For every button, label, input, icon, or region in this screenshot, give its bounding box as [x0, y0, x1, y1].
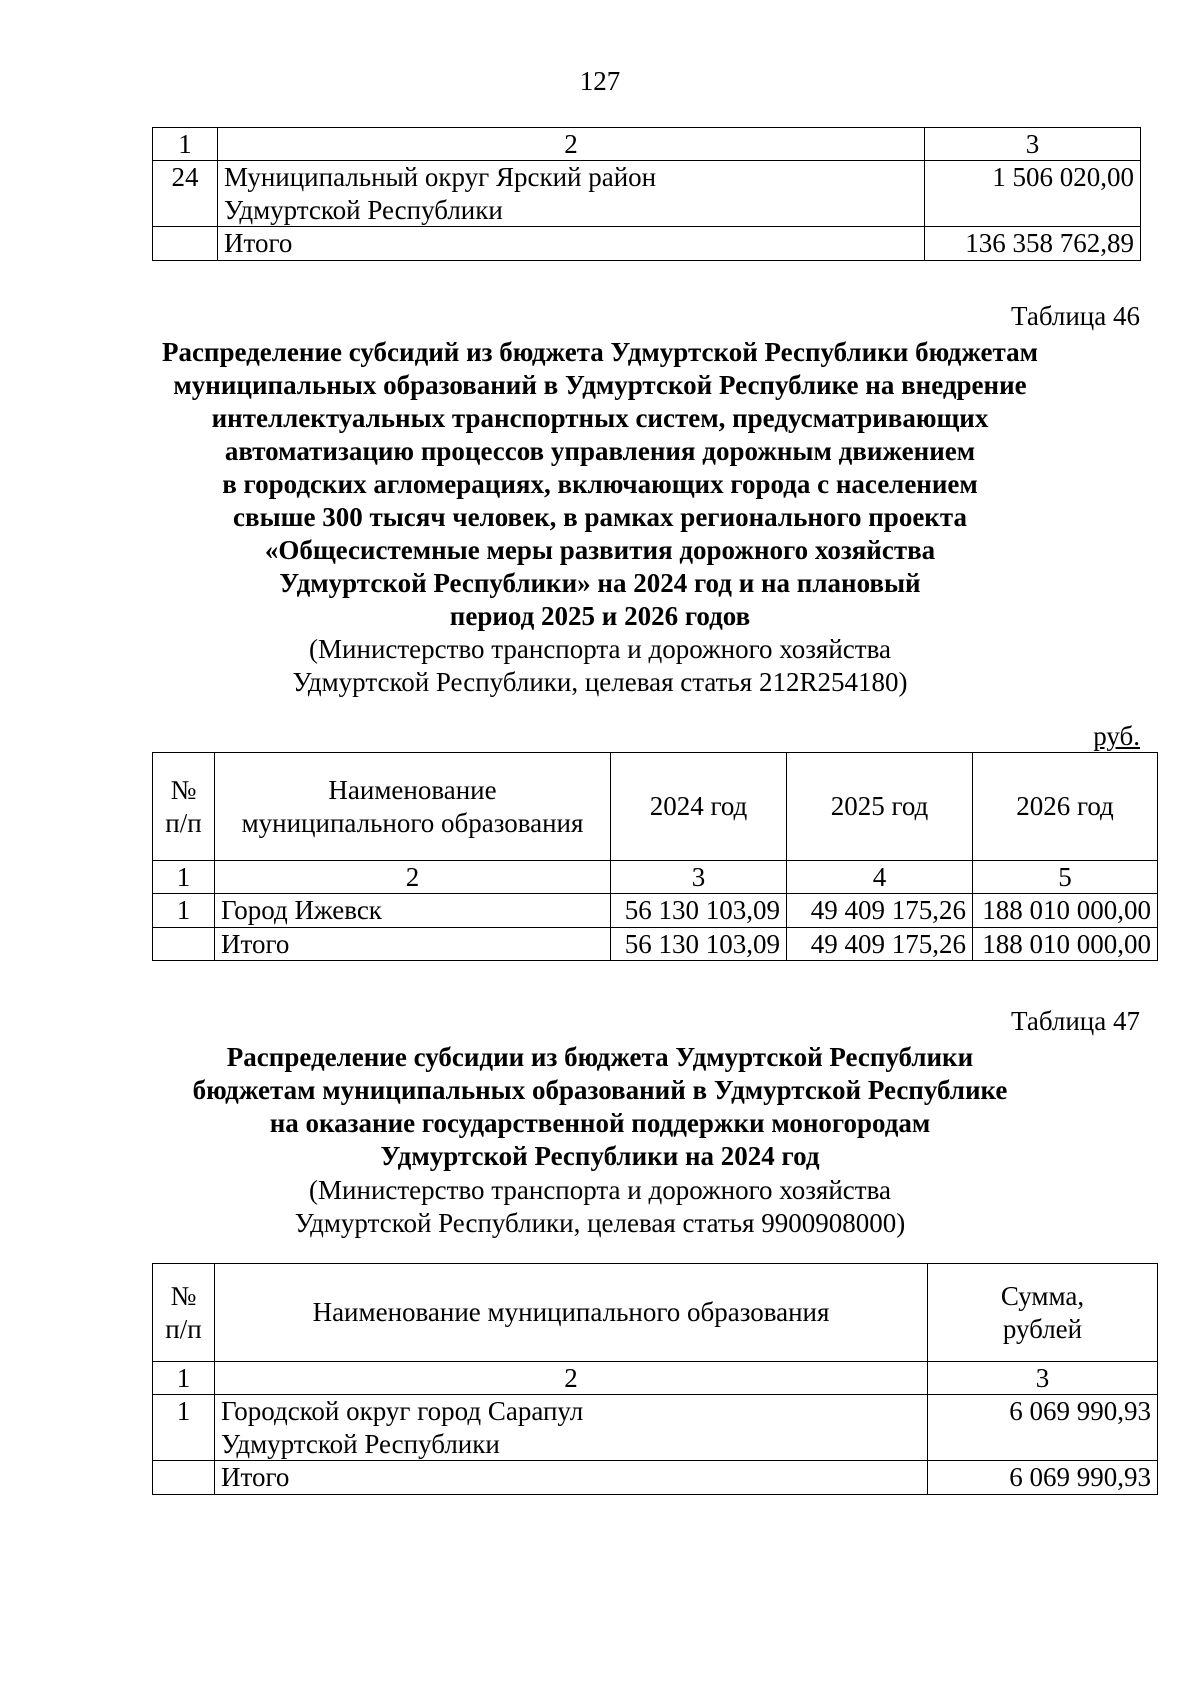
- total-label: Итого: [215, 1461, 928, 1494]
- total-2024: 56 130 103,09: [611, 927, 787, 960]
- col-header-amount: Сумма, рублей: [928, 1264, 1158, 1362]
- total-label: Итого: [218, 227, 925, 260]
- table-header-row: [153, 753, 1158, 861]
- col-number-cell: 3: [925, 128, 1141, 161]
- table-46-title: Распределение субсидий из бюджета Удмуртской Республики бюджетам муниципальных образований в Удмуртской Республике на внедрение интеллектуальных транспортных систем, предусматривающих автоматизацию процессов управления дорожным движением в городских агломерациях, включающих города с населением свыше 300 тысяч человек, в рамках регионального проекта «Общесистемные меры развития дорожного хозяйства Удмуртской Республики» на 2024 год и на плановый период 2025 и 2026 годов: [161, 337, 1039, 631]
- table-47: [152, 1263, 1158, 1495]
- col-header-number: № п/п: [153, 753, 215, 861]
- table-row: [153, 894, 1158, 927]
- col-header-name: Наименование муниципального образования: [215, 1264, 928, 1362]
- table-47-note: (Министерство транспорта и дорожного хозяйства Удмуртской Республики, целевая статья 9900908000): [294, 1175, 906, 1238]
- total-row: [153, 927, 1158, 960]
- col-header-2026: 2026 год: [973, 753, 1158, 861]
- total-amount: 6 069 990,93: [928, 1461, 1158, 1494]
- col-header-name: Наименование муниципального образования: [215, 753, 611, 861]
- col-header-2025: 2025 год: [787, 753, 973, 861]
- col-header-number: № п/п: [153, 1264, 215, 1362]
- amount-cell: 6 069 990,93: [928, 1395, 1158, 1461]
- total-row: [153, 227, 1141, 260]
- amount-cell: 1 506 020,00: [925, 161, 1141, 227]
- table-46: [152, 752, 1158, 961]
- empty-cell: [153, 227, 218, 260]
- col-number-cell: 3: [928, 1362, 1158, 1395]
- col-number-cell: 1: [153, 1362, 215, 1395]
- table-header-row: [153, 1264, 1158, 1362]
- col-number-cell: 2: [215, 861, 611, 894]
- table-46-note: (Министерство транспорта и дорожного хозяйства Удмуртской Республики, целевая статья 212R254180): [292, 634, 908, 697]
- municipality-name: Город Ижевск: [215, 894, 611, 927]
- empty-cell: [153, 1461, 215, 1494]
- amount-2024: 56 130 103,09: [611, 894, 787, 927]
- table-row: [153, 161, 1141, 227]
- row-number: 1: [153, 894, 215, 927]
- col-number-cell: 1: [153, 128, 218, 161]
- total-row: [153, 1461, 1158, 1494]
- col-number-cell: 1: [153, 861, 215, 894]
- total-2026: 188 010 000,00: [973, 927, 1158, 960]
- table-47-title: Распределение субсидии из бюджета Удмуртской Республики бюджетам муниципальных образований в Удмуртской Республике на оказание государственной поддержки моногородам Удмуртской Республики на 2024 год: [192, 1042, 1008, 1171]
- col-number-cell: 2: [218, 128, 925, 161]
- amount-2026: 188 010 000,00: [973, 894, 1158, 927]
- column-number-row: [153, 1362, 1158, 1395]
- amount-2025: 49 409 175,26: [787, 894, 973, 927]
- currency-unit: руб.: [1093, 721, 1140, 751]
- column-number-row: [153, 861, 1158, 894]
- table-row: [153, 1395, 1158, 1461]
- col-number-cell: 2: [215, 1362, 928, 1395]
- col-number-cell: 5: [973, 861, 1158, 894]
- col-header-2024: 2024 год: [611, 753, 787, 861]
- col-number-cell: 3: [611, 861, 787, 894]
- empty-cell: [153, 927, 215, 960]
- table-45-continuation: [152, 127, 1141, 261]
- total-label: Итого: [215, 927, 611, 960]
- row-number: 1: [153, 1395, 215, 1461]
- table-header-row: [153, 128, 1141, 161]
- row-number: 24: [153, 161, 218, 227]
- page-number: 127: [579, 66, 621, 96]
- total-2025: 49 409 175,26: [787, 927, 973, 960]
- table-46-caption: Таблица 46: [1011, 301, 1140, 331]
- municipality-name: Городской округ город Сарапул Удмуртской Республики: [215, 1395, 928, 1461]
- total-amount: 136 358 762,89: [925, 227, 1141, 260]
- col-number-cell: 4: [787, 861, 973, 894]
- municipality-name: Муниципальный округ Ярский район Удмуртской Республики: [218, 161, 925, 227]
- table-47-caption: Таблица 47: [1011, 1006, 1140, 1036]
